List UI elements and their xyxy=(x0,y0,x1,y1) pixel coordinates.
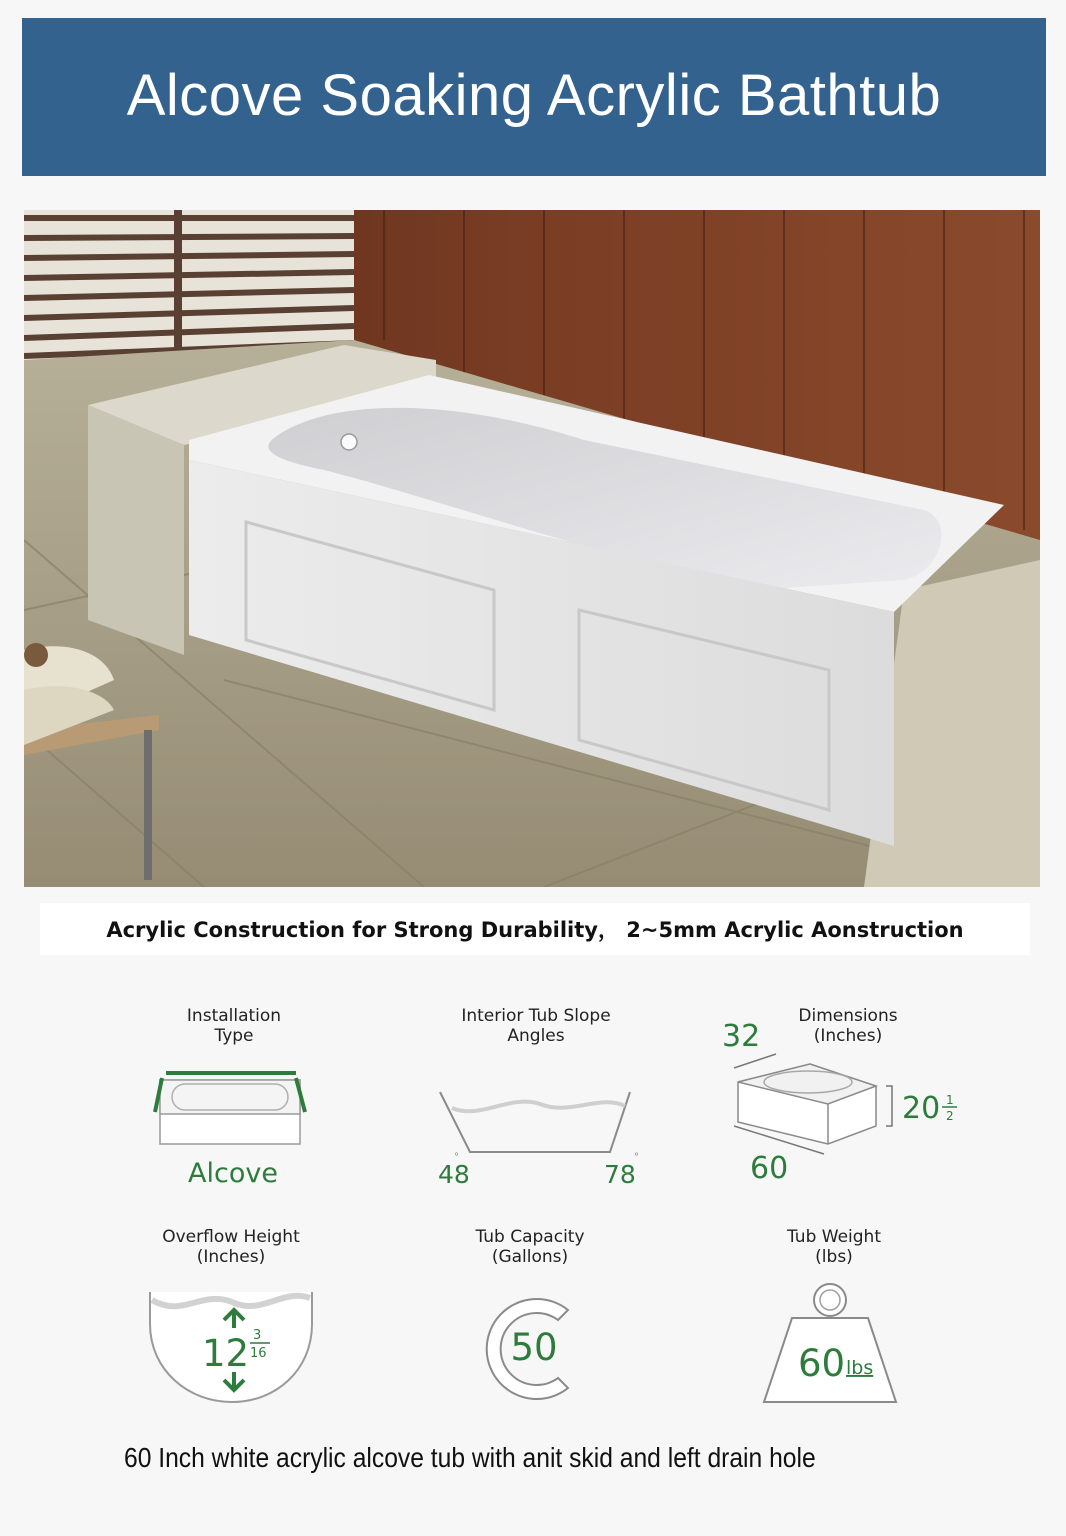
product-photo xyxy=(24,210,1040,887)
spec-weight-label xyxy=(684,1227,984,1267)
slope-right-angle: 78 xyxy=(604,1160,636,1189)
weight-unit: lbs xyxy=(846,1357,874,1379)
capacity-ring-icon xyxy=(470,1286,590,1410)
installation-label-line2: Type xyxy=(214,1026,254,1046)
dimensions-label-line2: (Inches) xyxy=(813,1026,883,1046)
tub-slope-icon xyxy=(410,1080,670,1192)
spec-overflow-label xyxy=(81,1227,381,1267)
dimension-height-whole: 20 xyxy=(902,1091,941,1126)
weight-label-line2: (lbs) xyxy=(815,1247,853,1267)
page-title: Alcove Soaking Acrylic Bathtub xyxy=(126,62,942,128)
tub-box-icon xyxy=(716,1014,966,1194)
dimension-height-numerator: 1 xyxy=(946,1093,954,1107)
spec-installation-label xyxy=(84,1006,384,1046)
spec-capacity-label xyxy=(380,1227,680,1267)
durability-tagline: Acrylic Construction for Strong Durability， 2~5mm Acrylic Aonstruction xyxy=(40,903,1030,955)
slope-left-angle: 48 xyxy=(438,1160,470,1189)
overflow-label-line1: Overflow Height xyxy=(162,1227,300,1247)
installation-value-wrap xyxy=(150,1152,320,1192)
installation-label-line1: Installation xyxy=(186,1006,282,1026)
capacity-label-line1: Tub Capacity xyxy=(475,1227,585,1247)
slope-label-line2: Angles xyxy=(507,1026,565,1046)
weight-value: 60 xyxy=(798,1342,846,1385)
product-description: 60 Inch white acrylic alcove tub with anit skid and left drain hole xyxy=(124,1442,816,1473)
water-bowl-icon xyxy=(142,1284,322,1408)
capacity-value: 50 xyxy=(510,1326,558,1369)
overflow-label-line2: (Inches) xyxy=(196,1247,266,1267)
overflow-whole: 12 xyxy=(202,1332,250,1375)
slope-right-degree: ° xyxy=(634,1152,639,1163)
capacity-label-line2: (Gallons) xyxy=(491,1247,569,1267)
dimension-height-denominator: 2 xyxy=(946,1109,954,1123)
dimension-width: 32 xyxy=(722,1019,761,1054)
slope-label-line1: Interior Tub Slope xyxy=(461,1006,611,1026)
spec-slope-label xyxy=(386,1006,686,1046)
weight-icon xyxy=(758,1280,902,1410)
overflow-numerator: 3 xyxy=(253,1328,262,1343)
dimension-length: 60 xyxy=(750,1151,789,1186)
dimensions-label-line1: Dimensions xyxy=(798,1006,898,1026)
title-banner xyxy=(22,18,1046,176)
overflow-denominator: 16 xyxy=(250,1346,267,1361)
installation-value: Alcove xyxy=(188,1158,278,1189)
weight-label-line1: Tub Weight xyxy=(787,1227,881,1247)
slope-left-degree: ° xyxy=(454,1152,459,1163)
